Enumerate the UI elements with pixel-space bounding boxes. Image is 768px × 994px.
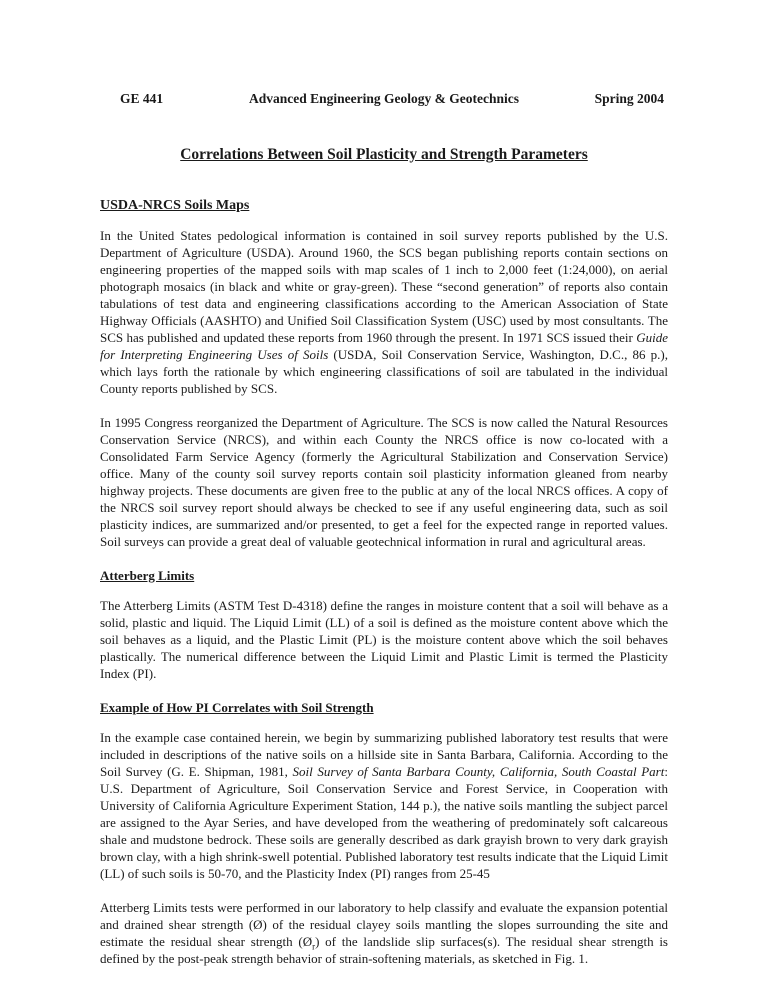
paragraph-example-2 <box>100 899 668 967</box>
paragraph-example-1 <box>100 729 668 882</box>
section-heading-atterberg-limits: Atterberg Limits <box>100 568 195 583</box>
paragraph-text: In the United States pedological information is contained in soil survey reports published by the U.S. Department of Agriculture (USDA). Around 1960, the SCS began publishing reports contain sections on engineering properties of the mapped soils with map scales of 1 inch to 2,000 feet (1:24,000), on aerial photograph mosaics (in black and white or gray-green). These “second generation” of reports also contain tabulations of test data and engineering classifications according to the American Association of State Highway Officials (AASHTO) and Unified Soil Classification System (USC) used by most consultants. The SCS has published and updated these reports from 1960 through the present. In 1971 SCS issued their <box>100 228 668 345</box>
paragraph-text: (USDA, Soil Conservation Service, Washington, D.C., 86 p.), which lays forth the rationale by which engineering classifications of soil are tabulated in the individual County reports published by SCS. <box>100 347 668 396</box>
italic-citation-soil-survey-santa-barbara: Soil Survey of Santa Barbara County, California, South Coastal Part <box>292 764 665 779</box>
course-code: GE 441 <box>120 91 164 106</box>
section-heading-usda-nrcs-soils-maps: USDA-NRCS Soils Maps <box>100 198 250 213</box>
course-name: Advanced Engineering Geology & Geotechnics <box>249 91 519 106</box>
paragraph-text: ) of the landslide slip surfaces(s). The residual shear strength is defined by the post-peak strength behavior of strain-softening materials, as sketched in Fig. 1. <box>100 934 668 966</box>
paragraph-text: In the example case contained herein, we begin by summarizing published laboratory test results that were included in descriptions of the native soils on a hillside site in Santa Barbara, California. According to the Soil Survey (G. E. Shipman, 1981, <box>100 730 668 779</box>
paragraph-usda-2: In 1995 Congress reorganized the Department of Agriculture. The SCS is now called the Natural Resources Conservation Service (NRCS), and within each County the NRCS office is now co-located with a Consolidated Farm Service Agency (formerly the Agricultural Stabilization and Conservation Service) office. Many of the county soil survey reports contain soil plasticity information gleaned from nearby highway projects. These documents are given free to the public at any of the local NRCS offices. A copy of the NRCS soil survey report should always be checked to see if any useful engineering data, such as soil plasticity indices, are summarized and/or presented, to get a feel for the expected range in reported values. Soil surveys can provide a great deal of valuable geotechnical information in rural and agricultural areas. <box>100 415 668 549</box>
phi-subscript-r: r <box>312 941 316 952</box>
section-heading-example-pi-correlates: Example of How PI Correlates with Soil Strength <box>100 700 374 715</box>
document-header <box>100 90 668 107</box>
document-content <box>100 0 668 967</box>
paragraph-text: : U.S. Department of Agriculture, Soil Conservation Service and Forest Service, in Cooperation with University of California Agriculture Experiment Station, 144 p.), the native soils mantling the subject parcel are assigned to the Ayar Series, and have developed from the weathering of predominately soft calcareous shale and mudstone bedrock. These soils are generally described as dark grayish brown to very dark grayish brown clay, with a high shrink-swell potential. Published laboratory test results indicate that the Liquid Limit (LL) of such soils is 50-70, and the Plasticity Index (PI) ranges from 25-45 <box>100 764 668 881</box>
paragraph-atterberg-1: The Atterberg Limits (ASTM Test D-4318) define the ranges in moisture content that a soil will behave as a solid, plastic and liquid. The Liquid Limit (LL) of a soil is defined as the moisture content above which the soil behaves as a liquid, and the Plastic Limit (PL) is the moisture content above which the soil behaves plastically. The numerical difference between the Liquid Limit and Plastic Limit is termed the Plasticity Index (PI). <box>100 598 668 681</box>
paragraph-text: Atterberg Limits tests were performed in our laboratory to help classify and evaluate the expansion potential and drained shear strength (Ø) of the residual clayey soils mantling the slopes surrounding the site and estimate the residual shear strength (Ø <box>100 900 668 949</box>
paragraph-usda-1 <box>100 227 668 397</box>
italic-citation-guide-for-interpreting: Guide for Interpreting Engineering Uses of Soils <box>100 330 668 362</box>
term-label: Spring 2004 <box>594 91 664 106</box>
page-title: Correlations Between Soil Plasticity and Strength Parameters <box>180 146 588 163</box>
